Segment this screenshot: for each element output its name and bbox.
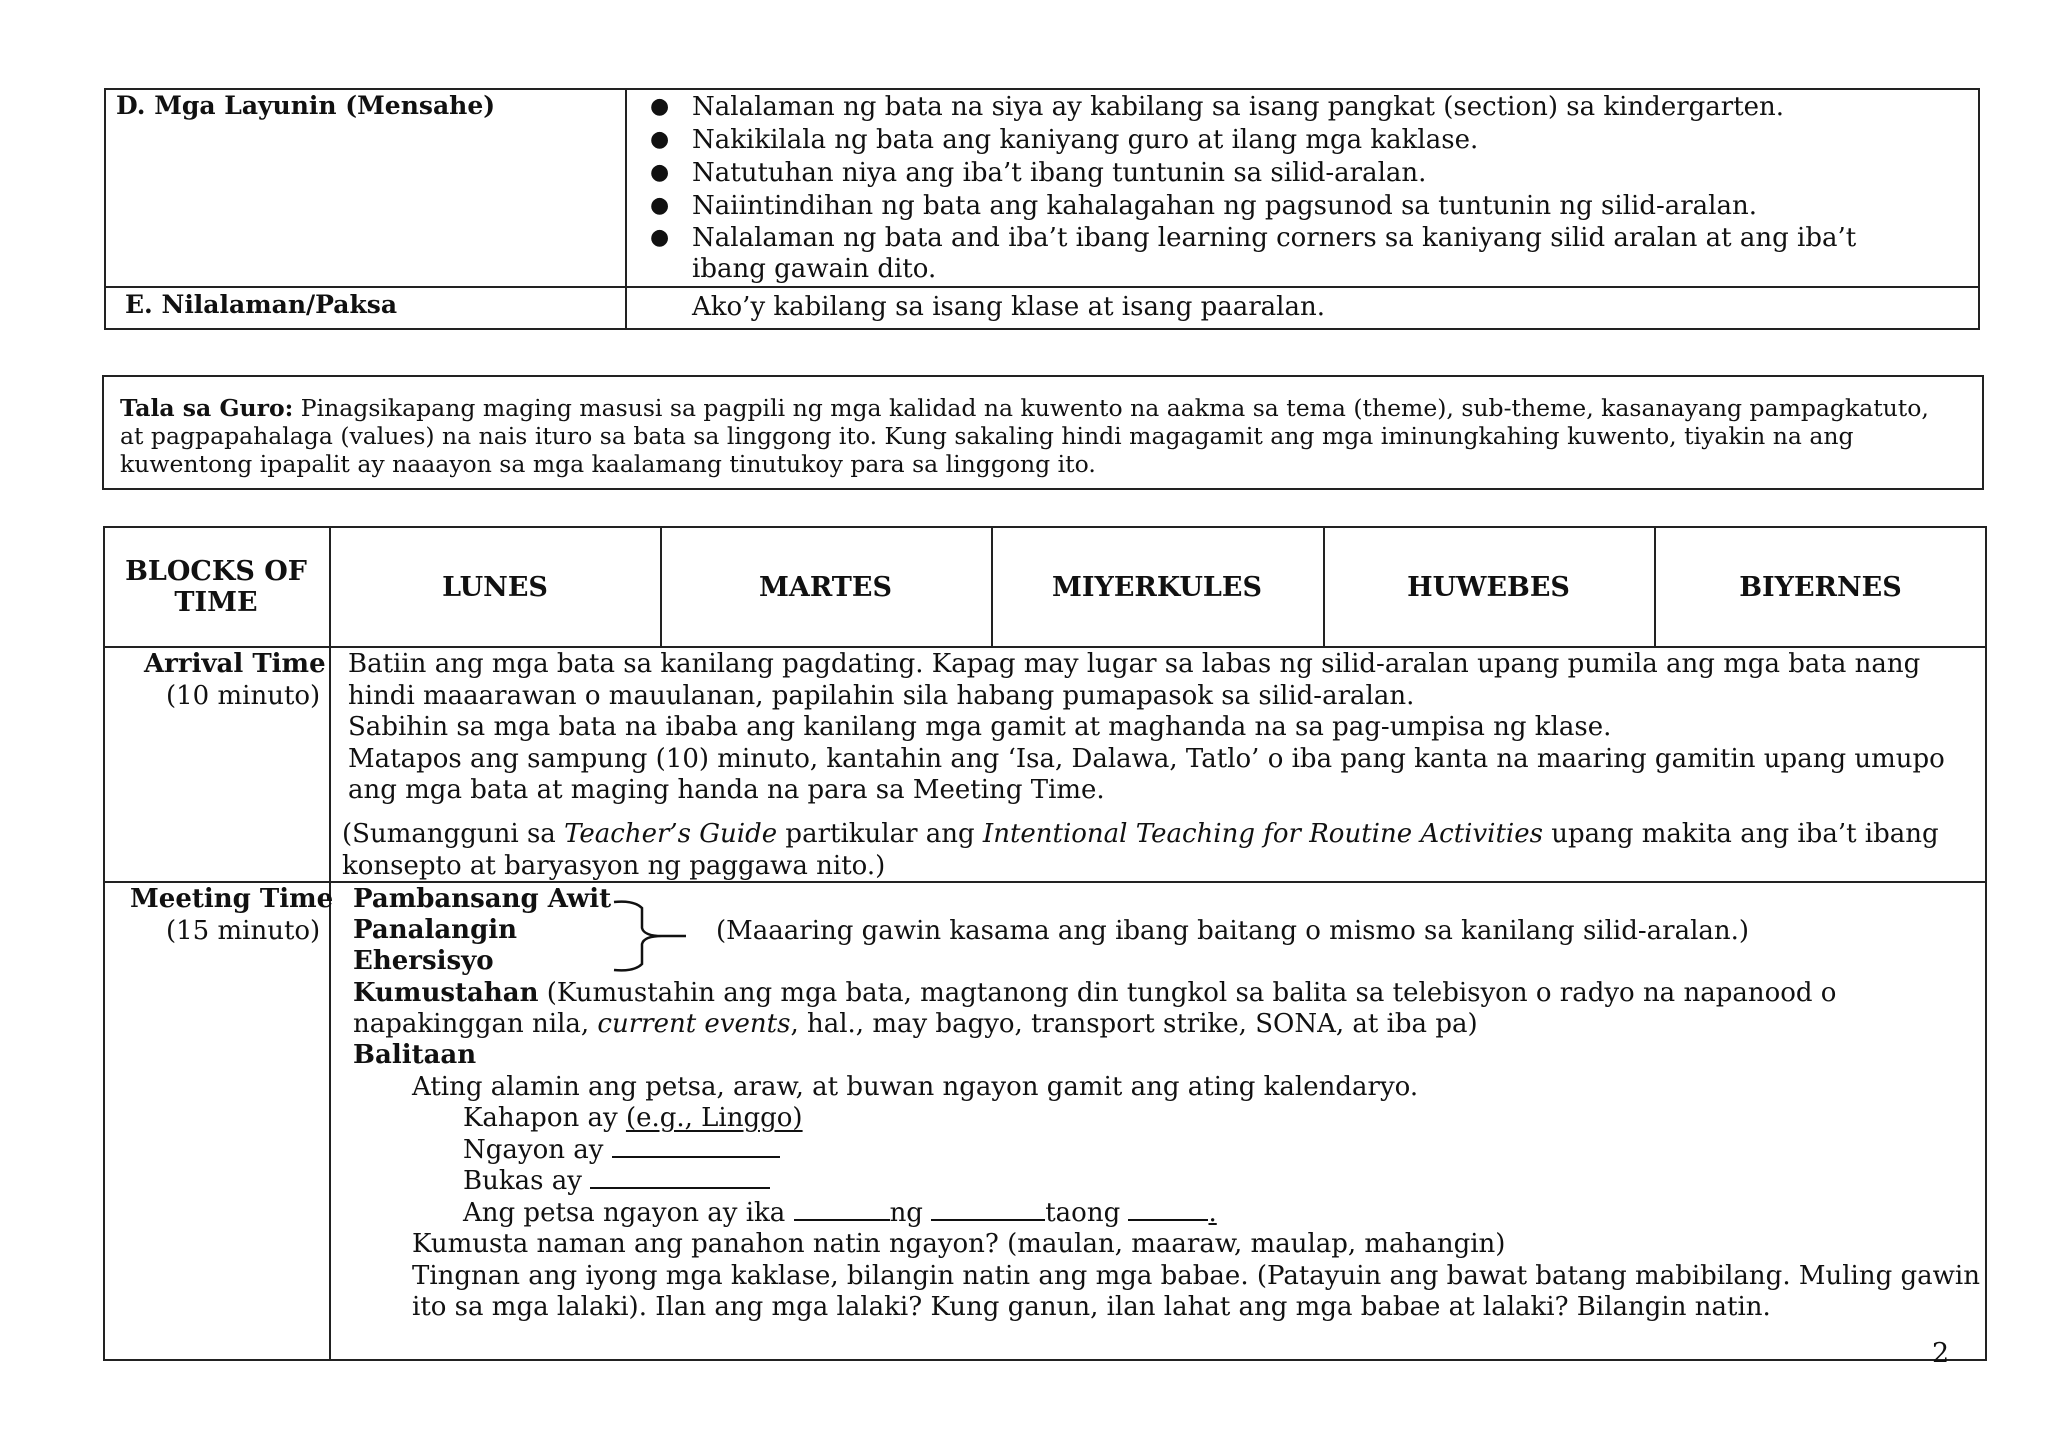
ngayon-line: Ngayon ay xyxy=(463,1134,780,1166)
ngayon-blank xyxy=(612,1134,780,1158)
header-day-biyernes: BIYERNES xyxy=(1739,572,1902,603)
bullet-icon: ● xyxy=(650,94,670,119)
objective-item: Nalalaman ng bata na siya ay kabilang sa isang pangkat (section) sa kindergarten. xyxy=(692,92,1785,122)
arrival-line: hindi maaarawan o mauulanan, papilahin sila habang pumapasok sa silid-aralan. xyxy=(348,681,1415,711)
objective-item: Naiintindihan ng bata ang kahalagahan ng pagsunod sa tuntunin ng silid-aralan. xyxy=(692,191,1758,221)
row-e-value: Ako’y kabilang sa isang klase at isang paaralan. xyxy=(692,292,1326,322)
tingnan-line-2: ito sa mga lalaki). Ilan ang mga lalaki? Kung ganun, ilan lahat ang mga babae at lalaki? Bilangin natin. xyxy=(412,1292,1771,1322)
header-day-martes: MARTES xyxy=(759,572,892,603)
bullet-icon: ● xyxy=(650,193,670,218)
header-blocks-line1: BLOCKS OF xyxy=(125,556,307,587)
teacher-note-line-3: kuwentong ipapalit ay naaayon sa mga kaalamang tinutukoy para sa linggong ito. xyxy=(120,450,1096,478)
meeting-group-item: Pambansang Awit xyxy=(353,884,612,914)
teacher-note-line-2: at pagpapahalaga (values) na nais ituro sa bata sa linggong ito. Kung sakaling hindi magagamit ang mga iminungkahing kuwento, tiyakin na ang xyxy=(120,422,1854,450)
tingnan-line-1: Tingnan ang iyong mga kaklase, bilangin natin ang mga babae. (Patayuin ang bawat batang mabibilang. Muling gawin xyxy=(412,1261,1980,1291)
header-day-miyerkules: MIYERKULES xyxy=(1052,572,1262,603)
kumustahan-label: Kumustahan xyxy=(353,978,539,1008)
meeting-group-item: Ehersisyo xyxy=(353,946,494,976)
petsa-year-blank xyxy=(1128,1197,1208,1221)
bukas-blank xyxy=(590,1165,770,1189)
kumustahan-line-1: Kumustahan (Kumustahin ang mga bata, magtanong din tungkol sa balita sa telebisyon o radyo na napanood o xyxy=(353,978,1837,1008)
header-blocks-line2: TIME xyxy=(174,587,258,618)
schedule-col-divider xyxy=(329,526,331,1361)
header-blocks-of-time xyxy=(106,556,326,618)
arrival-line: Batiin ang mga bata sa kanilang pagdating. Kapag may lugar sa labas ng silid-aralan upang pumila ang mga bata nang xyxy=(348,649,1921,679)
kahapon-line: Kahapon ay (e.g., Linggo) xyxy=(463,1103,803,1133)
curly-brace-icon xyxy=(610,896,690,976)
kumustahan-line-2: napakinggan nila, current events, hal., may bagyo, transport strike, SONA, at iba pa) xyxy=(353,1009,1478,1039)
meeting-time-duration: (15 minuto) xyxy=(166,916,321,946)
arrival-time-duration: (10 minuto) xyxy=(166,681,321,711)
bullet-icon: ● xyxy=(650,160,670,185)
petsa-line: Ang petsa ngayon ay ika ng taong . xyxy=(463,1198,1217,1228)
arrival-line: Sabihin sa mga bata na ibaba ang kanilang mga gamit at maghanda na sa pag-umpisa ng klase. xyxy=(348,712,1612,742)
petsa-day-blank xyxy=(794,1197,890,1221)
teacher-note-label: Tala sa Guro: xyxy=(120,394,294,422)
arrival-reference: (Sumangguni sa Teacher’s Guide partikular ang Intentional Teaching for Routine Activities upang makita ang iba’t ibang xyxy=(342,819,1939,849)
panahon-line: Kumusta naman ang panahon natin ngayon? (maulan, maaraw, maulap, mahangin) xyxy=(412,1229,1506,1259)
objective-item: Natutuhan niya ang iba’t ibang tuntunin sa silid-aralan. xyxy=(692,158,1427,188)
bullet-icon: ● xyxy=(650,127,670,152)
page-number: 2 xyxy=(1932,1338,1950,1369)
row-e-label: E. Nilalaman/Paksa xyxy=(125,290,398,319)
objective-item: Nakikilala ng bata ang kaniyang guro at ilang mga kaklase. xyxy=(692,125,1479,155)
bukas-line: Bukas ay xyxy=(463,1165,770,1197)
meeting-time-title: Meeting Time xyxy=(130,884,334,914)
arrival-reference-line2: konsepto at baryasyon ng paggawa nito.) xyxy=(342,851,886,881)
objective-item: Nalalaman ng bata and iba’t ibang learning corners sa kaniyang silid aralan at ang iba’t xyxy=(692,223,1857,253)
arrival-line: Matapos ang sampung (10) minuto, kantahin ang ‘Isa, Dalawa, Tatlo’ o iba pang kanta na maaring gamitin upang umupo xyxy=(348,744,1945,774)
arrival-time-title: Arrival Time xyxy=(144,649,326,679)
header-day-lunes: LUNES xyxy=(442,572,548,603)
bullet-icon: ● xyxy=(650,225,670,250)
teacher-note-text: Pinagsikapang maging masusi sa pagpili ng mga kalidad na kuwento na aakma sa tema (theme), sub-theme, kasanayang pampagkatuto, xyxy=(293,394,1929,422)
kahapon-example: (e.g., Linggo) xyxy=(625,1103,803,1133)
objective-item-continuation: ibang gawain dito. xyxy=(692,254,937,284)
row-d-label: D. Mga Layunin (Mensahe) xyxy=(116,91,496,120)
balitaan-label: Balitaan xyxy=(353,1040,477,1070)
objectives-divider xyxy=(625,88,627,330)
teacher-note-line-1 xyxy=(120,394,1929,422)
objectives-row-divider xyxy=(104,286,1980,288)
header-day-huwebes: HUWEBES xyxy=(1407,572,1570,603)
meeting-group-note: (Maaaring gawin kasama ang ibang baitang o mismo sa kanilang silid-aralan.) xyxy=(716,916,1750,946)
arrival-line: ang mga bata at maging handa na para sa Meeting Time. xyxy=(348,775,1105,805)
meeting-group-item: Panalangin xyxy=(353,915,518,945)
petsa-month-blank xyxy=(931,1197,1045,1221)
balitaan-intro: Ating alamin ang petsa, araw, at buwan ngayon gamit ang ating kalendaryo. xyxy=(412,1072,1419,1102)
